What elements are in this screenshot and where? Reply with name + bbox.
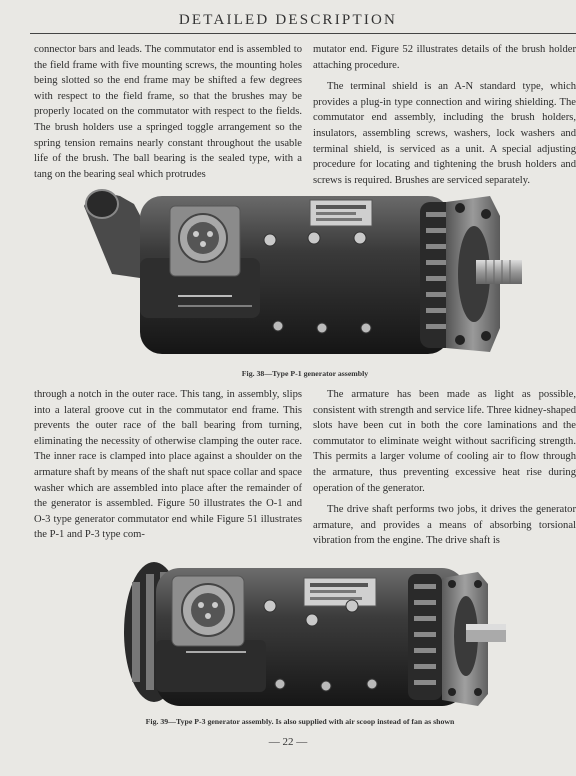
page-number: — 22 — bbox=[268, 736, 308, 748]
top-right-paragraph-1: mutator end. Figure 52 illustrates details of the brush holder attaching procedure. bbox=[313, 44, 576, 71]
top-right-paragraph-2: The terminal shield is an A-N standard type, which provides a plug-in type connection and wiring shielding. The commutator end assembly, including the brush holders, insulators, assembling screws, washers, lock washers and terminal shield, is serviced as a unit. A special adjusting procedure for locating and tightening the brush holders and screws is required. Brushes are serviced separately. bbox=[313, 81, 576, 186]
top-right-column bbox=[313, 42, 576, 194]
figure-38-caption: Fig. 38—Type P-1 generator assembly bbox=[241, 369, 369, 378]
figure-39-caption: Fig. 39—Type P-3 generator assembly. Is also supplied with air scoop instead of fan as shown bbox=[145, 717, 455, 726]
top-left-paragraph: connector bars and leads. The commutator end is assembled to the field frame with five mounting screws, the mounting holes being slotted so the end frame may be shifted a few degrees with respect to the field frame, so that the brushes may be properly located on the commutator with respect to the fields. The brush holders use a springed toggle arrangement so the spring tension remains nearly constant throughout the usable life of the brush. The ball bearing is the sealed type, with a tang on the bearing seal which protrudes bbox=[34, 44, 302, 180]
middle-right-paragraph-2: The drive shaft performs two jobs, it drives the generator armature, and provides a means of absorbing torsional vibration from the engine. The drive shaft is bbox=[313, 504, 576, 547]
middle-left-paragraph: through a notch in the outer race. This tang, in assembly, slips into a lateral groove cut in the commutator end frame. This prevents the outer race of the ball bearing from turning, eliminating the necessity of otherwise clamping the outer race. The inner race is clamped into place against a shoulder on the armature shaft by means of the shaft nut space collar and space washer which are assembled into place after the remainder of the generator is assembled. Figure 50 illustrates the O-1 and O-3 type generator commutator end while Figure 51 illustrates the P-1 and P-3 type com- bbox=[34, 389, 302, 541]
header-rule bbox=[30, 33, 576, 34]
middle-right-paragraph-1: The armature has been made as light as possible, consistent with strength and service life. Three kidney-shaped slots have been cut in both the core laminations and the commutator to eliminate weight without sacrificing strength. This permits a larger volume of cooling air to flow through the armature, thus preventing excessive heat rise during operation of the generator. bbox=[313, 389, 576, 494]
middle-left-column bbox=[34, 387, 302, 549]
figure-38-generator-photo bbox=[82, 178, 532, 363]
figure-39-generator-photo bbox=[116, 548, 520, 710]
top-left-column bbox=[34, 42, 302, 188]
page-header: DETAILED DESCRIPTION bbox=[178, 12, 398, 28]
middle-right-column bbox=[313, 387, 576, 555]
